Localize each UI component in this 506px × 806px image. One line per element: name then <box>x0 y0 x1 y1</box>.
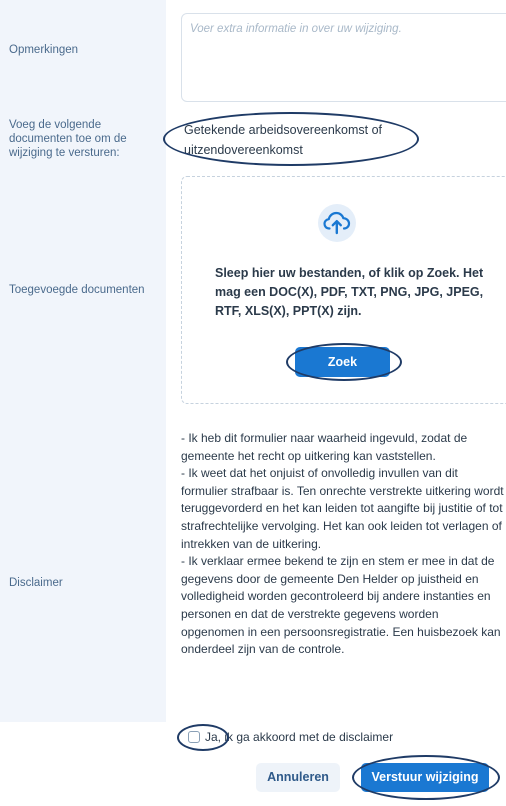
remarks-label: Opmerkingen <box>9 44 79 56</box>
annotation-ellipse-submit <box>352 755 500 800</box>
disclaimer-text: - Ik heb dit formulier naar waarheid ingevuld, zodat de gemeente het recht op uitkering kan vaststellen. - Ik weet dat het onjuist of onvolledig invullen van dit formulier strafbaar is. Ten onrechte verstrekte uitkering wordt teruggevorderd en het kan leiden tot aangifte bij justitie of tot strafrechtelijke vervolging. Het kan ook leiden tot verlagen of intrekken van de uitkering. - Ik verklaar ermee bekend te zijn en stem er mee in dat de gegevens door de gemeente Den Helder op juistheid en volledigheid worden gecontroleerd bij andere instanties en personen en dat de verstrekte gegevens worden opgenomen in een persoonsregistratie. Een huisbezoek kan onderdeel zijn van de controle. <box>181 431 504 657</box>
cancel-button[interactable]: Annuleren <box>256 763 340 792</box>
remarks-textarea[interactable]: Voer extra informatie in over uw wijziging. <box>181 13 506 102</box>
agree-checkbox-label: Ja, ik ga akkoord met de disclaimer <box>205 730 394 744</box>
search-files-button[interactable]: Zoek <box>295 347 390 377</box>
dropzone-instructions: Sleep hier uw bestanden, of klik op Zoek. Het mag een DOC(X), PDF, TXT, PNG, JPG, JPEG, RTF, XLS(X), PPT(X) zijn. <box>215 266 484 318</box>
disclaimer-label: Disclaimer <box>9 577 63 589</box>
label-column <box>0 0 166 722</box>
submit-change-button[interactable]: Verstuur wijziging <box>361 763 489 792</box>
annotation-ellipse-search <box>286 343 402 381</box>
added-docs-label: Toegevoegde documenten <box>9 284 145 296</box>
annotation-ellipse-checkbox <box>177 724 229 751</box>
cloud-upload-icon <box>318 204 356 242</box>
annotation-ellipse-docs <box>163 112 419 166</box>
required-docs-value: Getekende arbeidsovereenkomst of uitzendovereenkomst <box>184 123 383 157</box>
required-docs-label: Voeg de volgende documenten toe om de wijziging te versturen: <box>9 119 127 159</box>
